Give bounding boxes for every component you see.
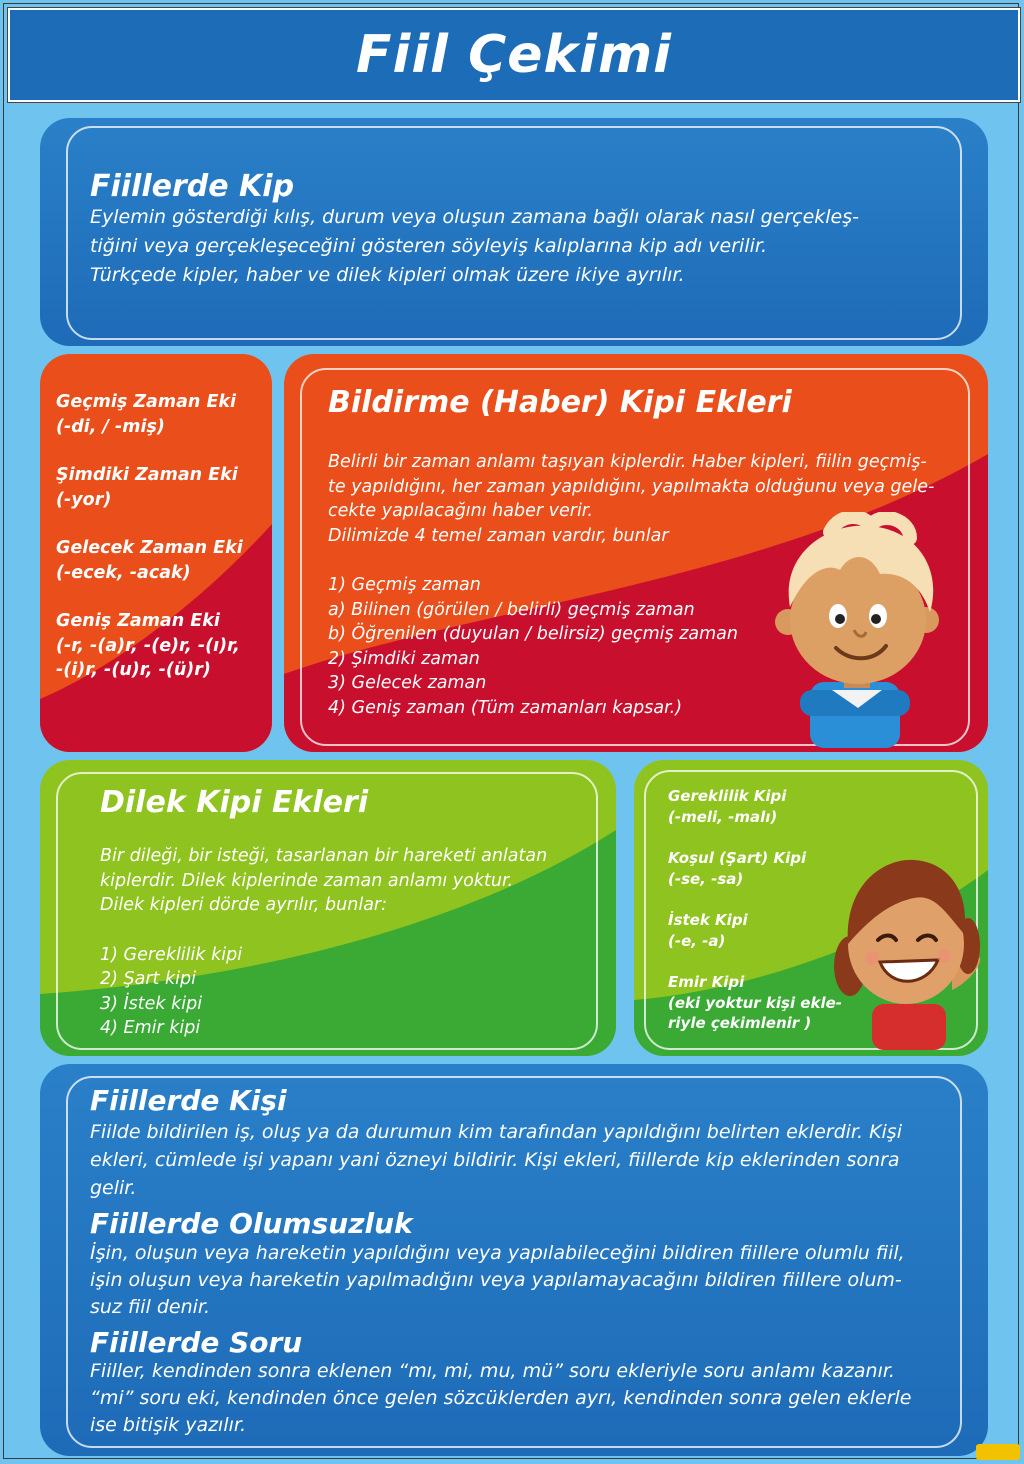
haber-line: Dilimizde 4 temel zaman vardır, bunlar bbox=[328, 525, 669, 546]
soru-text bbox=[90, 1358, 911, 1439]
dilek-ekleri-list bbox=[668, 786, 842, 1034]
zaman-eki-suffix: (-ecek, -acak) bbox=[56, 562, 191, 583]
list-item: 1) Gereklilik kipi bbox=[100, 944, 243, 965]
kisi-line: gelir. bbox=[90, 1177, 137, 1199]
soru-line: “mi” soru eki, kendinden önce gelen sözcüklerden ayrı, kendinden sonra gelen eklerle bbox=[90, 1387, 912, 1409]
dilek-eki-name: Koşul (Şart) Kipi bbox=[668, 849, 807, 867]
soru-heading: Fiillerde Soru bbox=[90, 1326, 303, 1359]
dilek-eki-name: İstek Kipi bbox=[668, 911, 748, 929]
haber-heading: Bildirme (Haber) Kipi Ekleri bbox=[328, 385, 792, 420]
list-item: 2) Şimdiki zaman bbox=[328, 648, 480, 669]
dilek-eki-suffix: riyle çekimlenir ) bbox=[668, 1014, 812, 1032]
list-item: 3) İstek kipi bbox=[100, 993, 203, 1014]
dilek-heading: Dilek Kipi Ekleri bbox=[100, 785, 369, 820]
kisi-line: ekleri, cümlede işi yapanı yani özneyi bildirir. Kişi ekleri, fiillerde kip eklerinden sonra bbox=[90, 1149, 900, 1171]
zaman-eki-suffix: (-r, -(a)r, -(e)r, -(ı)r, bbox=[56, 635, 240, 656]
olumsuzluk-line: İşin, oluşun veya hareketin yapıldığını veya yapılabileceğini bildiren fiillere olumlu fiil, bbox=[90, 1242, 905, 1264]
kisi-text bbox=[90, 1118, 902, 1202]
dilek-eki-suffix: (-meli, -malı) bbox=[668, 807, 778, 826]
boy-illustration-icon bbox=[770, 512, 946, 748]
olumsuzluk-line: suz fiil denir. bbox=[90, 1296, 211, 1318]
dilek-line: Dilek kipleri dörde ayrılır, bunlar: bbox=[100, 895, 388, 915]
kip-heading: Fiillerde Kip bbox=[90, 169, 295, 204]
page-title: Fiil Çekimi bbox=[356, 25, 672, 85]
zaman-eki-suffix: (-di, / -miş) bbox=[56, 416, 165, 437]
dilek-kipi-panel bbox=[40, 760, 616, 1056]
haber-line: te yapıldığını, her zaman yapıldığını, yapılmakta olduğunu veya gele- bbox=[328, 476, 935, 497]
soru-line: Fiiller, kendinden sonra eklenen “mı, mi, mu, mü” soru ekleriyle soru anlamı kazanır. bbox=[90, 1360, 895, 1382]
list-item: 2) Şart kipi bbox=[100, 969, 196, 989]
list-item: 1) Geçmiş zaman bbox=[328, 575, 481, 595]
kisi-heading: Fiillerde Kişi bbox=[90, 1084, 287, 1117]
zaman-eki-name: Şimdiki Zaman Eki bbox=[56, 465, 238, 485]
dilek-eki-name: Emir Kipi bbox=[668, 973, 745, 991]
olumsuzluk-heading: Fiillerde Olumsuzluk bbox=[90, 1207, 413, 1240]
kip-panel bbox=[40, 118, 988, 346]
dilek-eki-suffix: (-e, -a) bbox=[668, 931, 726, 950]
haber-kipi-panel bbox=[284, 354, 988, 752]
zaman-ekleri-list bbox=[56, 390, 270, 683]
girl-illustration-icon bbox=[834, 854, 984, 1050]
dilek-eki-name: Gereklilik Kipi bbox=[668, 787, 787, 805]
dilek-line: Bir dileği, bir isteği, tasarlanan bir hareketi anlatan bbox=[100, 846, 548, 866]
dilek-ekleri-panel bbox=[634, 760, 988, 1056]
zaman-eki-name: Geçmiş Zaman Eki bbox=[56, 392, 237, 412]
kip-text bbox=[90, 203, 859, 290]
dilek-eki-suffix: (-se, -sa) bbox=[668, 869, 744, 888]
list-item: 3) Gelecek zaman bbox=[328, 673, 487, 693]
zaman-ekleri-panel bbox=[40, 354, 272, 752]
zaman-eki-name: Geniş Zaman Eki bbox=[56, 611, 220, 631]
publisher-logo-icon bbox=[976, 1444, 1020, 1460]
dilek-text bbox=[100, 844, 547, 1041]
title-banner bbox=[8, 8, 1020, 102]
soru-line: ise bitişik yazılır. bbox=[90, 1414, 246, 1436]
dilek-line: kiplerdir. Dilek kiplerinde zaman anlamı yoktur. bbox=[100, 870, 514, 891]
haber-line: cekte yapılacağını haber verir. bbox=[328, 501, 593, 521]
kisi-line: Fiilde bildirilen iş, oluş ya da durumun kim tarafından yapıldığını belirten eklerdir. Kişi bbox=[90, 1121, 902, 1143]
dilek-eki-suffix: (eki yoktur kişi ekle- bbox=[668, 993, 842, 1012]
list-item: b) Öğrenilen (duyulan / belirsiz) geçmiş zaman bbox=[328, 624, 738, 644]
kip-line: Türkçede kipler, haber ve dilek kipleri olmak üzere ikiye ayrılır. bbox=[90, 264, 685, 286]
haber-line: Belirli bir zaman anlamı taşıyan kiplerdir. Haber kipleri, fiilin geçmiş- bbox=[328, 452, 927, 472]
zaman-eki-suffix: -(i)r, -(u)r, -(ü)r) bbox=[56, 660, 211, 680]
olumsuzluk-line: işin oluşun veya hareketin yapılmadığını veya yapılamayacağını bildiren fiillere olum- bbox=[90, 1269, 902, 1291]
kip-line: Eylemin gösterdiği kılış, durum veya oluşun zamana bağlı olarak nasıl gerçekleş- bbox=[90, 206, 859, 228]
list-item: 4) Emir kipi bbox=[100, 1018, 201, 1038]
zaman-eki-name: Gelecek Zaman Eki bbox=[56, 538, 243, 558]
dilek-list bbox=[100, 943, 547, 1041]
kip-line: tiğini veya gerçekleşeceğini gösteren söyleyiş kalıplarına kip adı verilir. bbox=[90, 235, 767, 257]
list-item: 4) Geniş zaman (Tüm zamanları kapsar.) bbox=[328, 697, 683, 718]
list-item: a) Bilinen (görülen / belirli) geçmiş zaman bbox=[328, 599, 695, 620]
olumsuzluk-text bbox=[90, 1240, 905, 1321]
kisi-olumsuzluk-soru-panel bbox=[40, 1064, 988, 1456]
zaman-eki-suffix: (-yor) bbox=[56, 489, 112, 510]
